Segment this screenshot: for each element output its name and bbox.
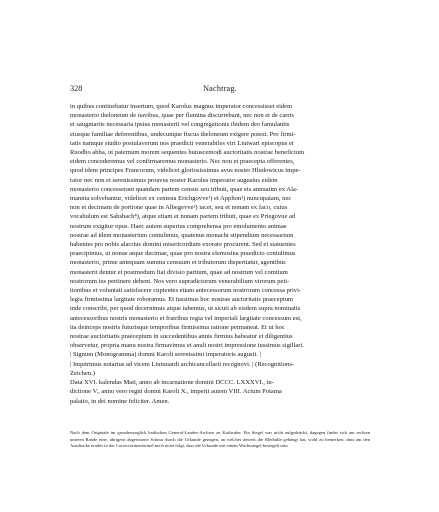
text-line: ita deinceps nostris futurisque temporibus firmissima ratione permaneat. Et ut hoc	[70, 323, 285, 331]
recognition-line-cont: Zeichen.)	[70, 369, 95, 377]
footnotes: Nach dem Originale im grossherzoglich badischen General-Landes-Archive zu Karlsruhe. Ein Siegel war nicht aufgedrückt, dagegen findet sich am rechten unteren Rande eine, übrigens abgerissene Schnur durch die Urkunde gezogen, an welcher derzeit die Bleibulle gehängt hat, wohl zu bemerken, dass am den Ausdrucke erudes in der Correctorinenformel noch nicht folgt, dass die Urkunde mit einem Wachssiegel besiegelt sein	[70, 430, 370, 448]
text-line: Ruodho abba, ut paternum morem sequentes huiuscemodi auctoritatis nostrae beneficium	[70, 149, 305, 157]
text-line: mannia solvebantur, videlicet ex centena Erichgovve¹) et Apphon²) nuncupatam, nec	[70, 195, 292, 203]
page-header	[70, 83, 370, 95]
dating-line: Data XVI. kalendas Maii, anno ab incarnatione domini DCCC. LXXXVI., in-	[70, 379, 274, 387]
text-line: nostrorum ius pertinere debent. Nos vero supradictorum venerabilium virorum peti-	[70, 277, 290, 285]
text-line: legia firmissima largitate roboramus. Et iussimus hoc nostrae auctoritatis praeceptum	[70, 296, 294, 304]
document-body	[70, 102, 370, 406]
dating-line: dictione V., anno vero regni domni Karoli X., imperii autem VIII. Actum Potama	[70, 388, 282, 396]
text-line: eiusque familiae deferentibus, undecunque fiscus theloneum exigere potest. Pro firmi-	[70, 130, 296, 138]
text-line: rator nec non et serenissimus proavus noster Karolus imperator augustus eidem	[70, 176, 278, 184]
text-line: habentes pro nobis alacrius domini misericordiam exorare procurent. Sed et statuentes	[70, 241, 296, 249]
text-line: inde conscribi, per quod decernimus atque iubemus, ut sicuti ab eisdem supra nominatis	[70, 305, 301, 313]
text-line: tatis namque studio postulaverunt nos praedicti venerabiles viri Liutwart episcopus et	[70, 139, 294, 147]
text-line: quod idem principes Francorum, videlicet gloriosissimus avus noster Hludowicus impe-	[70, 167, 301, 175]
dating-line: palatio, in dei nomine feliciter. Amen.	[70, 397, 170, 405]
text-line: nostrae auctoritatis praeceptum in succedentibus annis firmius habeatur et diligentius	[70, 333, 293, 341]
text-line: tionibus et voluntati satisfacere cupientes etiam antecessorum nostrorum concessa privi-	[70, 287, 302, 295]
text-line: monasterio concesserant quandam partem census seu tributi, quae eis annuatim ex Ala-	[70, 185, 298, 193]
text-line: praecipimus, ut nonae atque decimae, quae pro nostra elemosina praedicto contulimus	[70, 250, 296, 258]
text-line: monasterio theloneum de navibus, quae per flumina discurrebant, nec non et de carris	[70, 112, 294, 120]
text-line: non et decimam de portione quae in Albegevve³) iacet, seu et nonam ex faco, cuius	[70, 204, 288, 212]
text-line: et saugmariis necessaria ipsius monasterii vel congregationis ibidem deo famulantis	[70, 121, 290, 129]
page-title: Nachtrag.	[203, 84, 237, 93]
text-line: nostrae ad idem monasterium contulimus, quatenus monachi stipendium necessarium	[70, 231, 294, 239]
text-line: antecessoribus nostris monasterio et fratribus regia vel imperiali largitate concessum est,	[70, 314, 302, 322]
recognition-line: | Inquirimus notarius ad vicem Liutuuardi archicancellarii recognovi. | (Recognitions-	[70, 360, 295, 368]
text-line: vocabulum est Sahsbach⁴), atque etiam et nonam partem tributi, quae ex Priegovue ad	[70, 213, 296, 221]
signum-line: | Signum (Monogramma) domni Karoli serenissimi imperatoris augusti. |	[70, 351, 261, 359]
text-line: in quibus continebatur insertum, quod Karolus magnus imperator concessisset eidem	[70, 103, 293, 110]
text-line: monasterio, prime antequam summa censuum et tributorum dispertiatur, agentibus	[70, 259, 286, 267]
text-line: eidem concederemus vel confirmaremus monasterio. Nec non et praecepta offerentes,	[70, 158, 295, 166]
text-line: monasterii dentur et postmodum fiat divisio partium, quae ad nostrum vel comitum	[70, 268, 288, 276]
text-line: observetur, propria manu nostra firmavimus et anuli nostri impressione iussimus sigillari.	[70, 342, 304, 350]
text-line: nostrum exigitur opus. Haec autem superius comprehensa pro emolumento animae	[70, 222, 287, 230]
page-number: 328	[70, 84, 83, 93]
